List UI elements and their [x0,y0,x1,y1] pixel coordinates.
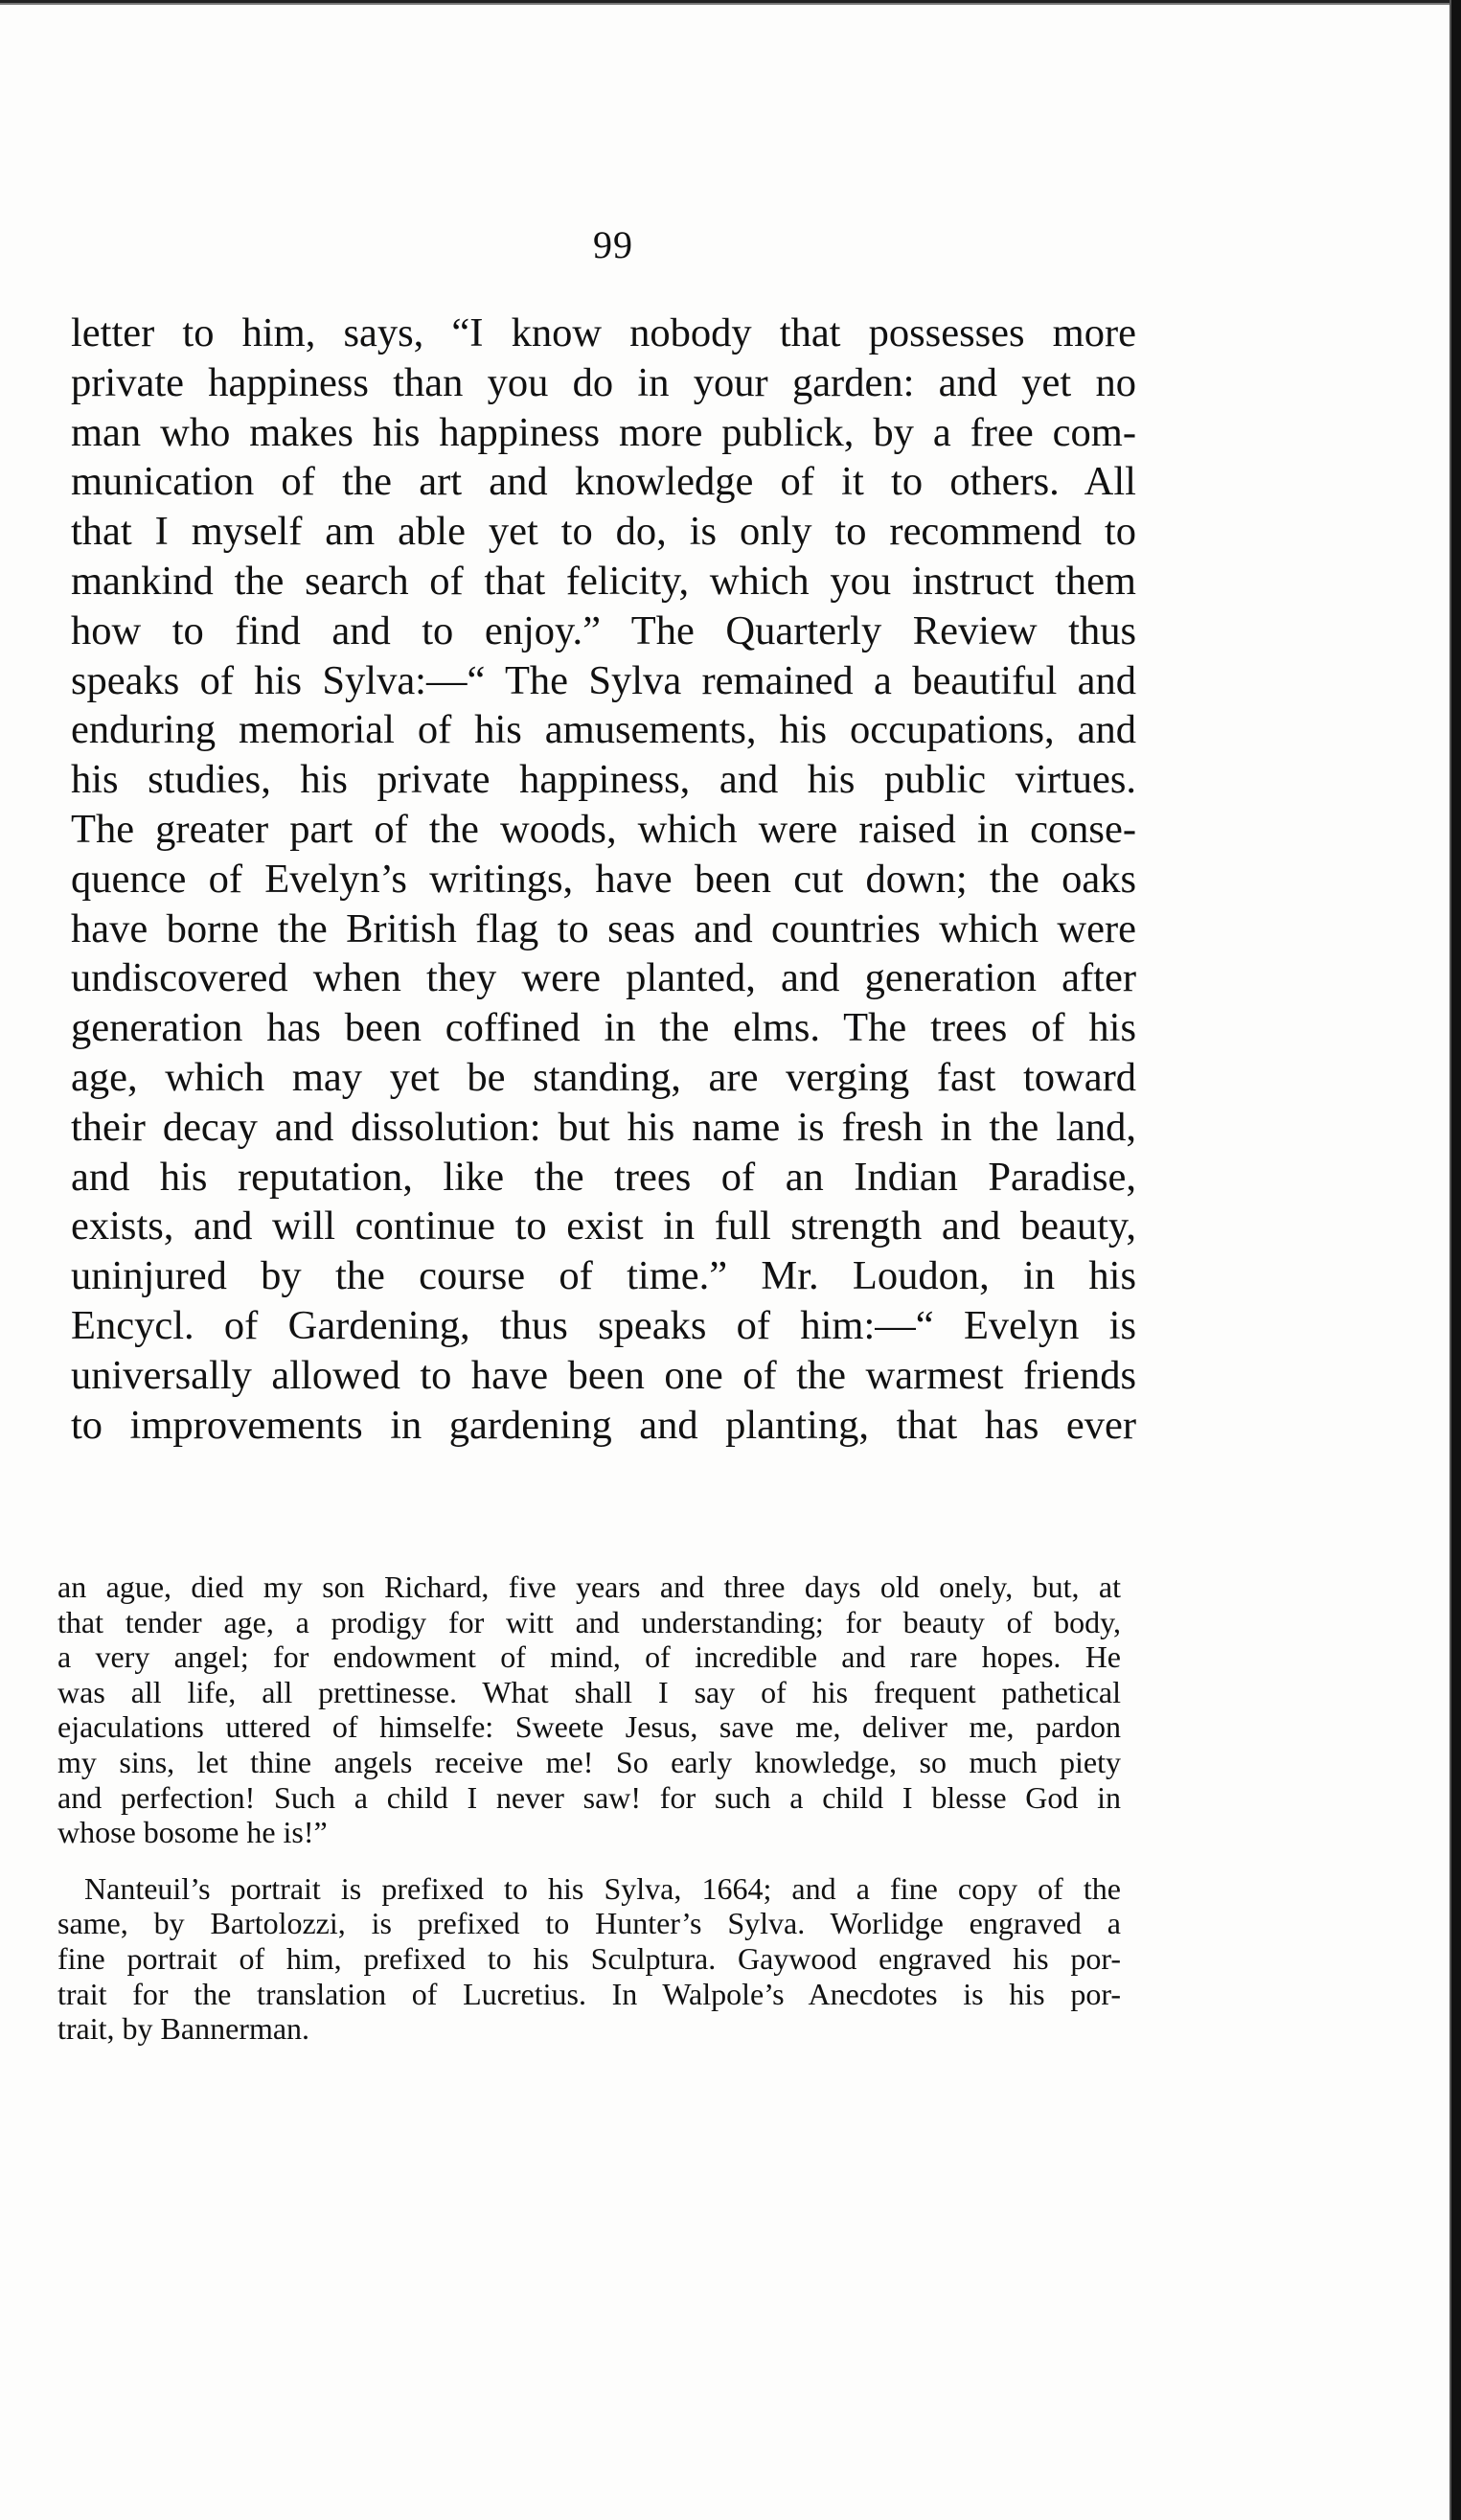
footnote-line: was all life, all prettinesse. What shall I say of his frequent pathetical [57,1674,1121,1709]
text-line: their decay and dissolution: but his name is fresh in the land, [71,1104,1136,1150]
text-line: letter to him, says, “I know nobody that possesses more [71,310,1136,355]
text-line: have borne the British flag to seas and countries which were [71,905,1136,951]
text-line: uninjured by the course of time.” Mr. Loudon, in his [71,1253,1136,1299]
text-line: enduring memorial of his amusements, his occupations, and [71,707,1136,753]
footnote-continued [57,1569,1121,1850]
text-line: generation has been coffined in the elms. The trees of his [71,1005,1136,1051]
footnote-line: ejaculations uttered of himselfe: Sweete Jesus, save me, deliver me, pardon [57,1709,1121,1745]
page-top-edge [0,0,1461,10]
footnote-line: whose bosome he is!” [57,1815,328,1850]
footnote-line: fine portrait of him, prefixed to his Sculptura. Gaywood engraved his por- [57,1940,1121,1976]
text-line: quence of Evelyn’s writings, have been cut down; the oaks [71,856,1136,902]
text-line: exists, and will continue to exist in full strength and beauty, [71,1203,1136,1249]
footnote-line: trait, by Bannerman. [57,2011,310,2047]
text-line: speaks of his Sylva:—“ The Sylva remained a beautiful and [71,657,1136,703]
footnote-line: that tender age, a prodigy for witt and understanding; for beauty of body, [57,1604,1121,1639]
footnote-line: trait for the translation of Lucretius. In Walpole’s Anecdotes is his por- [57,1976,1121,2011]
footnote-line: and perfection! Such a child I never saw! for such a child I blesse God in [57,1779,1121,1815]
footnote-line: Nanteuil’s portrait is prefixed to his Sylva, 1664; and a fine copy of the [84,1870,1121,1906]
text-line: universally allowed to have been one of the warmest friends [71,1352,1136,1398]
main-text-block [71,309,1136,1450]
text-line: his studies, his private happiness, and his public virtues. [71,757,1136,803]
footnote-portraits [57,1871,1121,2047]
text-line: how to find and to enjoy.” The Quarterly Review thus [71,607,1136,653]
footnote-line: an ague, died my son Richard, five years and three days old onely, but, at [57,1569,1121,1604]
text-line: to improvements in gardening and planting, that has ever [71,1402,1136,1448]
text-line: and his reputation, like the trees of an Indian Paradise, [71,1154,1136,1200]
footnote-line: a very angel; for endowment of mind, of incredible and rare hopes. He [57,1639,1121,1675]
text-line: private happiness than you do in your garden: and yet no [71,359,1136,405]
text-line: Encycl. of Gardening, thus speaks of him:—“ Evelyn is [71,1302,1136,1348]
footnotes-block [57,1569,1121,2047]
text-line: munication of the art and knowledge of it to others. All [71,459,1136,505]
footnote-gap [57,1850,1121,1871]
page-right-edge [1432,0,1461,2520]
page-number: 99 [593,223,633,266]
footnote-line: same, by Bartolozzi, is prefixed to Hunter’s Sylva. Worlidge engraved a [57,1906,1121,1941]
text-line: mankind the search of that felicity, which you instruct them [71,558,1136,604]
text-line: age, which may yet be standing, are verging fast toward [71,1054,1136,1100]
text-line: man who makes his happiness more publick, by a free com- [71,409,1136,455]
text-line: undiscovered when they were planted, and generation after [71,955,1136,1001]
text-line: The greater part of the woods, which were raised in conse- [71,806,1136,852]
footnote-line: my sins, let thine angels receive me! So early knowledge, so much piety [57,1744,1121,1779]
text-line: that I myself am able yet to do, is only to recommend to [71,509,1136,555]
